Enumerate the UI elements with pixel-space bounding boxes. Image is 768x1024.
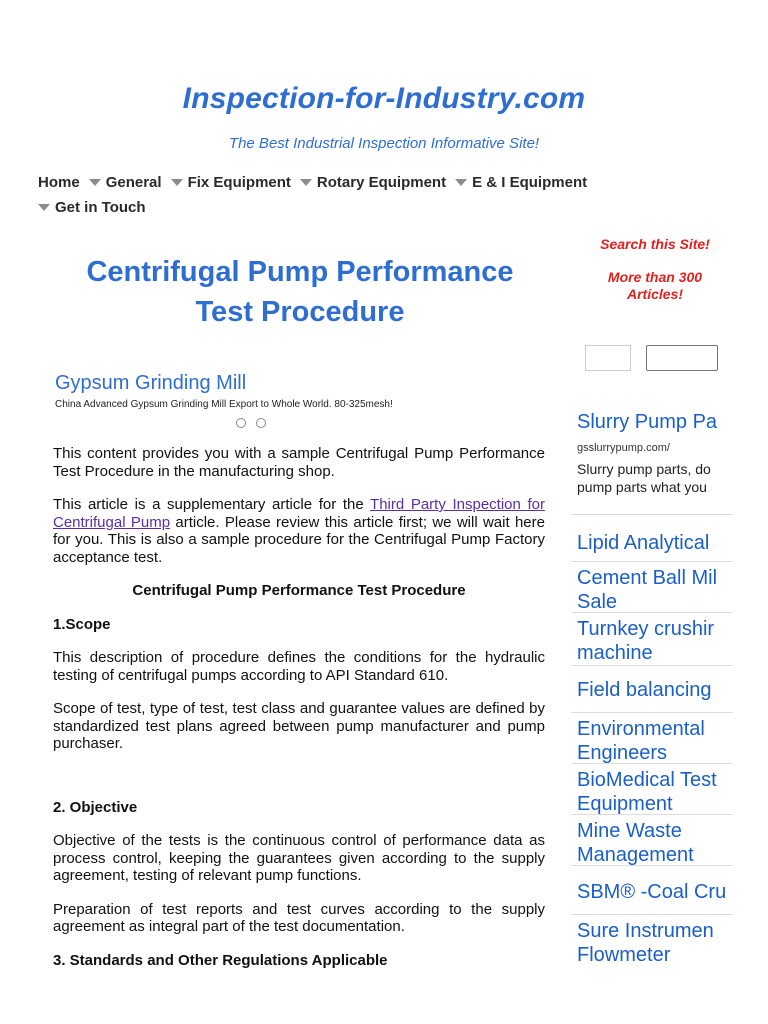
section-heading-standards: 3. Standards and Other Regulations Applicable bbox=[53, 951, 388, 969]
spacer bbox=[53, 769, 545, 799]
sidebar-ad-list bbox=[571, 406, 733, 969]
nav-item-get-in-touch[interactable] bbox=[38, 199, 146, 216]
objective-paragraph-1: Objective of the tests is the continuous control of performance data as process control, keeping the guarantees given according to the supply agreement, testing of relevant pump functions. bbox=[53, 832, 545, 884]
page-title-line1: Centrifugal Pump Performance bbox=[86, 256, 514, 288]
sidebar-ad[interactable] bbox=[571, 713, 733, 764]
search-promo-line1: Search this Site! bbox=[600, 236, 710, 252]
supplementary-paragraph bbox=[53, 496, 545, 566]
sidebar-ad-title[interactable]: Cement Ball Mil Sale bbox=[577, 567, 718, 613]
sidebar-ad-title[interactable]: Turnkey crushir machine bbox=[577, 618, 715, 664]
caret-down-icon bbox=[300, 179, 312, 186]
ad-banner-title[interactable]: Gypsum Grinding Mill bbox=[55, 372, 247, 394]
sidebar-ad-title[interactable]: Field balancing bbox=[577, 679, 712, 701]
sidebar-ad-title[interactable]: Slurry Pump Pa bbox=[577, 411, 718, 433]
sidebar-ad[interactable] bbox=[571, 406, 733, 515]
sidebar-ad[interactable] bbox=[571, 866, 733, 915]
sidebar-ad-url: gsslurrypump.com/ bbox=[577, 442, 670, 454]
sidebar-ad[interactable] bbox=[571, 764, 733, 815]
caret-down-icon bbox=[38, 204, 50, 211]
caret-down-icon bbox=[171, 179, 183, 186]
search-promo bbox=[580, 236, 730, 319]
sidebar-ad[interactable] bbox=[571, 613, 733, 666]
ad-dot-1[interactable] bbox=[236, 418, 246, 428]
sidebar-ad-title[interactable]: SBM® -Coal Cru bbox=[577, 881, 727, 903]
nav-item-label: General bbox=[105, 174, 162, 191]
caret-down-icon bbox=[89, 179, 101, 186]
nav-item-label: Home bbox=[38, 174, 80, 191]
caret-down-icon bbox=[455, 179, 467, 186]
article-body bbox=[53, 445, 545, 985]
ad-banner-subtitle: China Advanced Gypsum Grinding Mill Export to Whole World. 80-325mesh! bbox=[55, 399, 393, 410]
sidebar-ad-title[interactable]: BioMedical Test Equipment bbox=[577, 769, 717, 815]
section-heading-objective: 2. Objective bbox=[53, 798, 138, 816]
sidebar-ad-title[interactable]: Mine Waste Management bbox=[577, 820, 694, 866]
nav-item-rotary-equipment[interactable] bbox=[300, 174, 446, 191]
sidebar-ad[interactable] bbox=[571, 666, 733, 713]
ad-carousel-dots bbox=[236, 418, 266, 428]
sidebar-ad[interactable] bbox=[571, 815, 733, 866]
intro-paragraph: This content provides you with a sample Centrifugal Pump Performance Test Procedure in the manufacturing shop. bbox=[53, 445, 545, 480]
nav-item-label: Rotary Equipment bbox=[316, 174, 447, 191]
sidebar-ad-title[interactable]: Environmental Engineers bbox=[577, 718, 705, 764]
sidebar-ad[interactable] bbox=[571, 515, 733, 562]
site-title[interactable]: Inspection-for-Industry.com bbox=[182, 82, 586, 115]
section-heading-scope: 1.Scope bbox=[53, 615, 111, 633]
search-promo-line2: More than 300 Articles! bbox=[607, 269, 703, 302]
main-nav bbox=[38, 170, 738, 220]
sidebar-ad-desc: Slurry pump parts, do pump parts what you bbox=[577, 461, 711, 495]
nav-item-label: Fix Equipment bbox=[187, 174, 291, 191]
search-button[interactable] bbox=[646, 345, 718, 371]
nav-item-ei-equipment[interactable] bbox=[455, 174, 587, 191]
third-party-inspection-link[interactable]: Third Party Inspection for Centrifugal Pump bbox=[53, 496, 545, 531]
supp-text-before: This article is a supplementary article for the bbox=[53, 496, 371, 513]
scope-paragraph-2: Scope of test, type of test, test class and guarantee values are defined by standardized test plans agreed between pump manufacturer and pump purchaser. bbox=[53, 700, 545, 752]
sidebar-ad[interactable] bbox=[571, 915, 733, 969]
sidebar-ad-title[interactable]: Sure Instrumen Flowmeter bbox=[577, 920, 714, 966]
nav-item-general[interactable] bbox=[89, 174, 162, 191]
site-tagline: The Best Industrial Inspection Informative Site! bbox=[228, 135, 540, 152]
nav-item-home[interactable] bbox=[38, 174, 80, 191]
objective-paragraph-2: Preparation of test reports and test curves according to the supply agreement as integral part of the test documentation. bbox=[53, 900, 545, 935]
sidebar-ad-title[interactable]: Lipid Analytical bbox=[577, 532, 710, 554]
nav-row-1 bbox=[38, 170, 738, 195]
search-input[interactable] bbox=[585, 345, 631, 371]
procedure-title: Centrifugal Pump Performance Test Procedure bbox=[132, 582, 466, 599]
nav-item-fix-equipment[interactable] bbox=[171, 174, 291, 191]
page-title bbox=[40, 252, 560, 332]
ad-banner[interactable] bbox=[55, 372, 555, 410]
supp-text-after: article. Please review this article first; we will wait here for you. This is also a sample procedure for the Centrifugal Pump Factory acceptance test. bbox=[53, 513, 545, 566]
ad-dot-2[interactable] bbox=[256, 418, 266, 428]
nav-row-2 bbox=[38, 195, 738, 220]
sidebar-ad[interactable] bbox=[571, 562, 733, 613]
nav-item-label: Get in Touch bbox=[55, 199, 146, 216]
scope-paragraph-1: This description of procedure defines the conditions for the hydraulic testing of centrifugal pumps according to API Standard 610. bbox=[53, 649, 545, 684]
page-title-line2: Test Procedure bbox=[195, 296, 405, 328]
nav-item-label: E & I Equipment bbox=[472, 174, 588, 191]
